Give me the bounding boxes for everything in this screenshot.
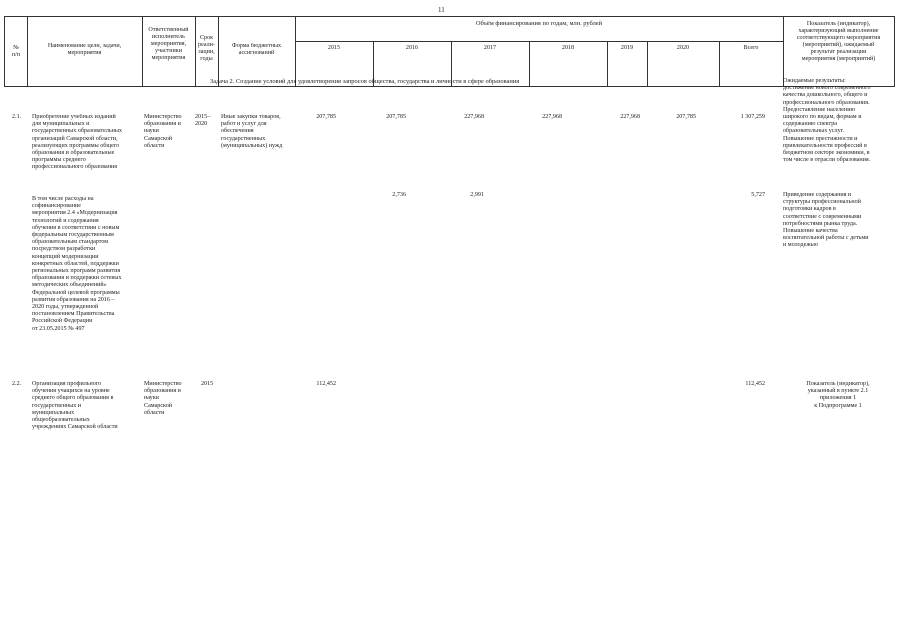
row-value: 207,785 bbox=[386, 114, 406, 120]
col-divider bbox=[894, 17, 895, 87]
row-num: 2.1. bbox=[12, 114, 22, 120]
row-value: 2,991 bbox=[470, 192, 484, 198]
row-value: 227,968 bbox=[620, 114, 640, 120]
row-value: 227,968 bbox=[542, 114, 562, 120]
row-value: 207,785 bbox=[316, 114, 336, 120]
row-executor: Министерство образования и науки Самарской области bbox=[144, 381, 182, 416]
task-title: Задача 2. Создание условий для удовлетворения запросов общества, государства и личности в сфере образования bbox=[210, 78, 520, 85]
header-total: Всего bbox=[743, 45, 759, 51]
table-header bbox=[4, 16, 895, 87]
header-executor: Ответственный исполнитель мероприятия, участники мероприятия bbox=[148, 27, 189, 62]
row-form: Иные закупки товаров, работ и услуг для обеспечения государственных (муниципальных) нужд bbox=[221, 114, 283, 149]
row-total: 1 307,259 bbox=[740, 114, 765, 120]
row-num: 2.2. bbox=[12, 381, 22, 387]
row-indicator: Приведение содержания и структуры профессиональной подготовки кадров в соответствие с современными потребностями рынка труда. Повышение качества воспитательной работы с детьми и молодежью bbox=[783, 192, 869, 249]
header-indicator: Показатель (индикатор), характеризующий выполнение соответствующего мероприятия (мероприятий), ожидаемый результат реализации мероприятия (мероприятий) bbox=[796, 21, 881, 63]
header-year: 2020 bbox=[676, 45, 690, 51]
row-indicator: Показатель (индикатор), указанный в пункте 2.1 приложения 1 к Подпрограмме 1 bbox=[806, 381, 870, 409]
row-total: 112,452 bbox=[745, 381, 765, 387]
header-form: Форма бюджетных ассигнований bbox=[231, 43, 282, 57]
row-name: Приобретение учебных изданий для муниципальных и государственных образовательных организаций Самарской области, реализующих программы общего образования и образовательные программы среднего профессионального образования bbox=[32, 114, 123, 171]
header-num: № п/п bbox=[11, 45, 21, 59]
row-value: 112,452 bbox=[316, 381, 336, 387]
header-year: 2019 bbox=[620, 45, 634, 51]
page-number: 11 bbox=[438, 6, 445, 14]
row-divider bbox=[5, 86, 895, 87]
header-name: Наименование цели, задачи, мероприятия bbox=[47, 43, 122, 57]
header-year: 2018 bbox=[561, 45, 575, 51]
row-value: 2,736 bbox=[392, 192, 406, 198]
row-name: Организация профильного обучения учащихся на уровне среднего общего образования в государственных и муниципальных общеобразовательных учреждениях Самарской области bbox=[32, 381, 118, 431]
row-term: 2015 bbox=[201, 381, 214, 387]
header-funding: Объём финансирования по годам, млн. рублей bbox=[475, 20, 603, 27]
row-value: 227,968 bbox=[464, 114, 484, 120]
row-term: 2015– 2020 bbox=[195, 114, 211, 128]
row-divider bbox=[295, 41, 783, 42]
header-year: 2017 bbox=[483, 45, 497, 51]
row-value: 207,785 bbox=[676, 114, 696, 120]
row-name: В том числе расходы на софинансирование мероприятия 2.4 «Модернизация технологий и содержания обучения в соответствии с новым федеральным государственным образовательным стандартом посредством разработки концепций модернизации конкретных областей, поддержки региональных программ развития образования и поддержки сетевых методических объединений» Федеральной целевой программы развития образования на 2016 – 2020 годы, утвержденной постановлением Правительства Российской Федерации от 23.05.2015 № 497 bbox=[32, 196, 122, 332]
header-year: 2016 bbox=[405, 45, 419, 51]
row-total: 5,727 bbox=[751, 192, 765, 198]
header-year: 2015 bbox=[327, 45, 341, 51]
row-executor: Министерство образования и науки Самарской области bbox=[144, 114, 182, 149]
row-indicator: Ожидаемые результаты: достижение нового современного качества дошкольного, общего и профессионального образования. Предоставление населению широкого по видам, формам и содержанию спектра образовательных услуг. Повышение престижности и привлекательности профессий в бюджетном секторе экономики, в том числе в отрасли образования. bbox=[783, 78, 871, 164]
header-term: Срок реали- зации, годы bbox=[198, 35, 215, 63]
